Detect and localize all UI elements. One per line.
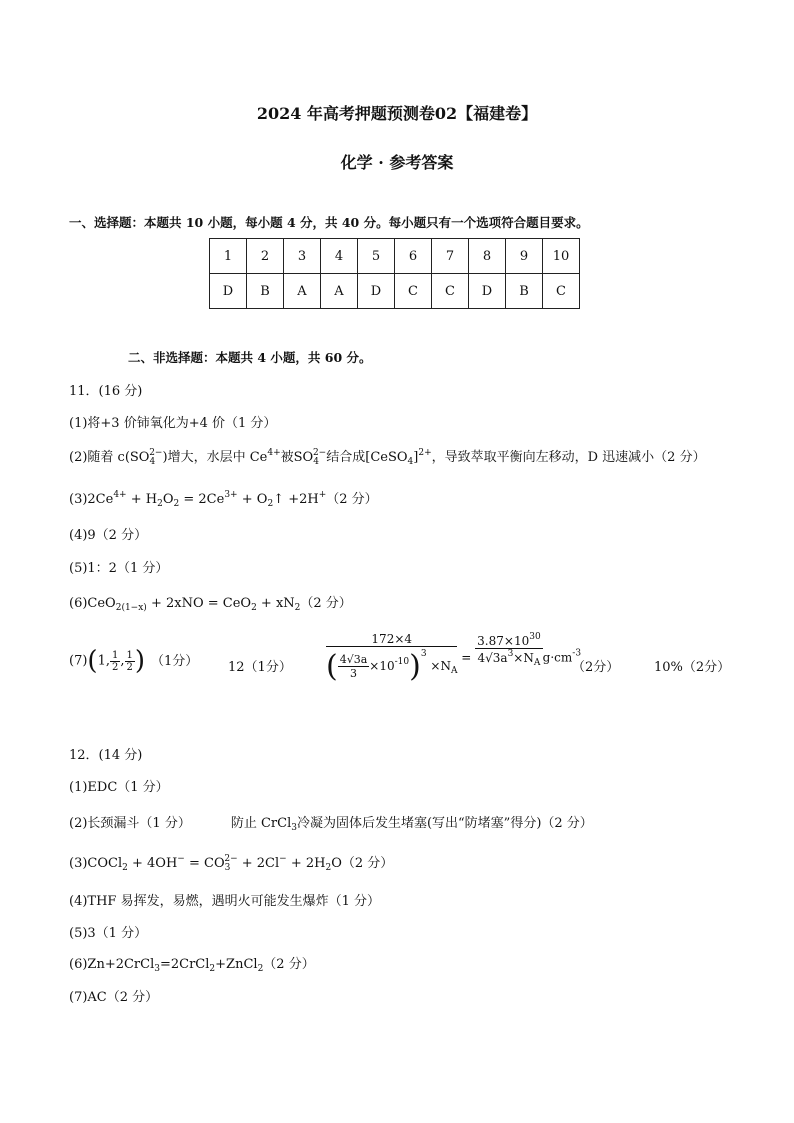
q11-part3-equation: $(3)2Ce^{4+} + H_2O_2 = 2Ce^{3+}$ + $O_2↑ +2H^+(2$ 分） [69,490,378,509]
q12-part5: (5)3（1 分） [69,926,148,941]
answer-table-answer-row [210,274,580,309]
q11-part5: (5)1：2（1 分） [69,561,169,576]
question-number: 10 [543,239,580,274]
question-number: 2 [247,239,284,274]
q11-part1: (1)将+3 价铈氧化为+4 价（1 分） [69,416,277,431]
q12-part2: (2)长颈漏斗（1 分） 防止 CrCl$_3$冷凝为固体后发生堵塞(写出“防堵塞”得分)（2 分） [69,816,593,833]
answer-cell: C [543,274,580,309]
q12-part7: (7)AC（2 分） [69,990,159,1005]
answer-cell: D [210,274,247,309]
question-number: 5 [358,239,395,274]
answer-cell: C [432,274,469,309]
answer-cell: D [469,274,506,309]
q11-part4: (4)9（2 分） [69,528,148,543]
question-number: 1 [210,239,247,274]
q11-part6-equation: $(6)CeO_{2(1-x)} + 2xNO = CeO_2 + xN_2(2$ 分） [69,596,352,613]
q12-part6-equation: (6)Zn+2CrCl$_3$=2CrCl$_2$+ZnCl$_2$（2 分） [69,957,315,974]
section1-heading: 一、选择题：本题共 10 小题，每小题 4 分，共 40 分。每小题只有一个选项符合题目要求。 [69,215,589,230]
question-number: 8 [469,239,506,274]
q11-part7-count: 12（1分） [228,660,292,675]
page-title: 2024 年高考押题预测卷02【福建卷】 [256,104,538,123]
q11-title: 11．(16 分) [69,384,143,399]
question-number: 4 [321,239,358,274]
answer-cell: B [247,274,284,309]
answer-cell: B [506,274,543,309]
q11-part2: (2)随着 $c(SO_4^{2-})$增大，水层中 $Ce^{4+}$被$SO_4^{2-}$结合成[CeSO$_4$]$^{2+}$，导致萃取平衡向左移动，D 迅速减小（2 分） [69,448,706,467]
q11-part7-coordinate: (7)(1, $\frac{1}{2}$ , $\frac{1}{2}$ ) （1分） [69,646,199,676]
q11-part7-ratio: 10%（2分） [654,660,731,675]
question-number: 6 [395,239,432,274]
q12-title: 12．(14 分) [69,748,143,763]
question-number: 3 [284,239,321,274]
answer-table [209,238,580,309]
answer-table-number-row [210,239,580,274]
q11-part7-density-formula: 172×4 ( $\frac{4√3a}{3}$ $\times 10^{-10})^3 \times N_A$ = $\frac{3.87\times 10^{30}}{4√3a^3\times N_A}$ $g\cdot cm^{-3}$ [326,632,582,684]
answer-cell: C [395,274,432,309]
answer-cell: A [321,274,358,309]
q11-part7-score: （2分） [572,660,620,675]
question-number: 9 [506,239,543,274]
question-number: 7 [432,239,469,274]
answer-cell: D [358,274,395,309]
q12-part4: (4)THF 易挥发，易燃，遇明火可能发生爆炸（1 分） [69,894,380,909]
answer-cell: A [284,274,321,309]
section2-heading: 二、非选择题：本题共 4 小题，共 60 分。 [128,350,372,365]
q12-part3-equation: (3)COCl$_2$ + $4OH^- = CO_3^{2-} + 2Cl^- + 2H_2O(2$ 分） [69,854,394,873]
page-subtitle: 化学 · 参考答案 [340,153,454,172]
q12-part1: (1)EDC（1 分） [69,780,169,795]
